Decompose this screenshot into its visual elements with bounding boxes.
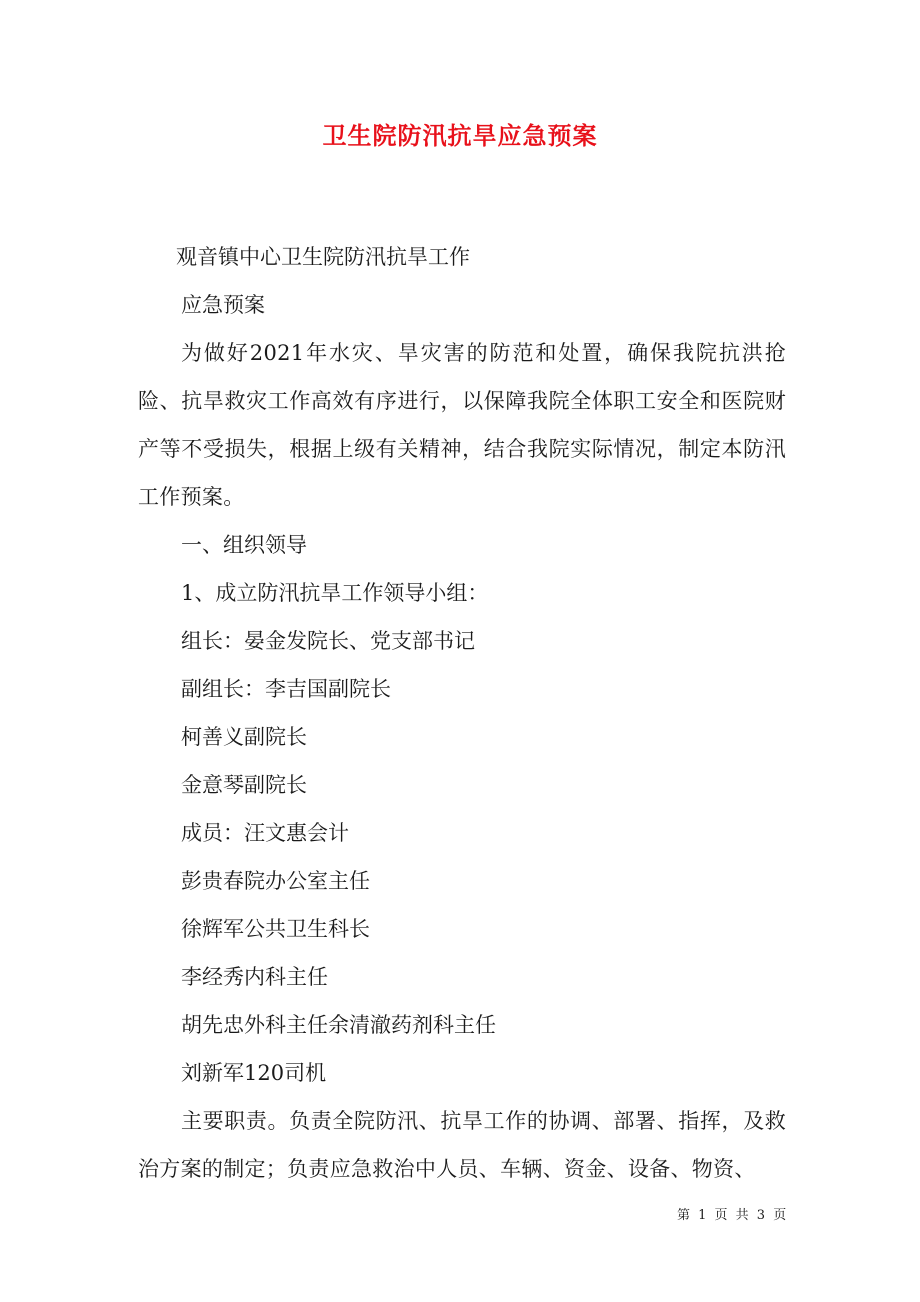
paragraph-member-6: 刘新军120司机 [181,1061,327,1085]
paragraph-item-1: 1、成立防汛抗旱工作领导小组： [181,581,489,605]
section-heading-organization: 一、组织领导 [181,533,307,557]
paragraph-deputy-3: 金意琴副院长 [181,773,307,797]
paragraph-member-5: 胡先忠外科主任余清澈药剂科主任 [181,1013,496,1037]
paragraph-member-2: 彭贵春院办公室主任 [181,869,370,893]
paragraph-deputy-2: 柯善义副院长 [181,725,307,749]
paragraph-member-4: 李经秀内科主任 [181,965,328,989]
paragraph-subtitle-line2: 应急预案 [181,293,265,317]
paragraph-deputy-leader: 副组长：李吉国副院长 [181,677,391,701]
page-number-footer: 第 1 页 共 3 页 [677,1208,789,1223]
paragraph-subtitle-line1: 观音镇中心卫生院防汛抗旱工作 [176,245,470,269]
paragraph-intro: 为做好2021年水灾、旱灾害的防范和处置，确保我院抗洪抢险、抗旱救灾工作高效有序进行，以保障我院全体职工安全和医院财产等不受损失，根据上级有关精神，结合我院实际情况，制定本防汛工作预案。 [138,341,786,509]
document-body [138,233,786,1193]
paragraph-member-3: 徐辉军公共卫生科长 [181,917,370,941]
paragraph-leader: 组长：晏金发院长、党支部书记 [181,629,475,653]
paragraph-duties: 主要职责。负责全院防汛、抗旱工作的协调、部署、指挥，及救治方案的制定；负责应急救治中人员、车辆、资金、设备、物资、 [138,1109,786,1181]
paragraph-members: 成员：汪文惠会计 [181,821,349,845]
document-title: 卫生院防汛抗旱应急预案 [322,121,598,150]
